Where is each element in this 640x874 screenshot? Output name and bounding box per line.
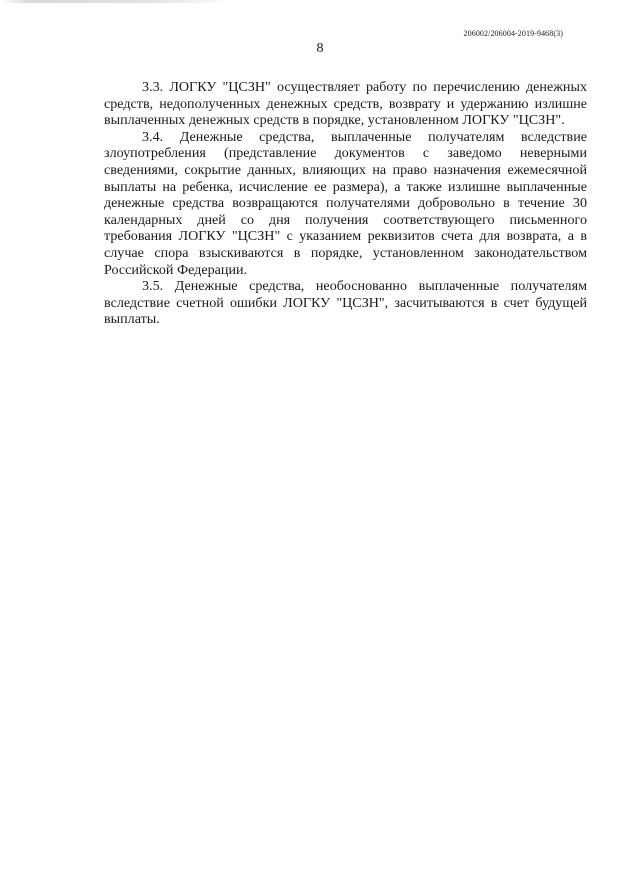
paragraph-3-4: 3.4. Денежные средства, выплаченные получателям вследствие злоупотребления (представление документов с заведомо неверными сведениями, сокрытие данных, влияющих на право назначения ежемесячной выплаты на ребенка, исчисление ее размера), а также излишне выплаченные денежные средства возвращаются получателями добровольно в течение 30 календарных дней со дня получения соответствующего письменного требования ЛОГКУ "ЦСЗН" с указанием реквизитов счета для возврата, а в случае спора взыскиваются в порядке, установленном законодательством Российской Федерации. <box>104 128 587 278</box>
paragraph-3-5: 3.5. Денежные средства, необоснованно выплаченные получателям вследствие счетной ошибки ЛОГКУ "ЦСЗН", засчитываются в счет будущей выплаты. <box>104 278 587 328</box>
document-id: 206002/206004-2019-9468(3) <box>463 29 563 38</box>
page-number: 8 <box>316 41 324 56</box>
paragraph-3-3: 3.3. ЛОГКУ "ЦСЗН" осуществляет работу по перечислению денежных средств, недополученных денежных средств, возврату и удержанию излишне выплаченных денежных средств в порядке, установленном ЛОГКУ "ЦСЗН". <box>104 79 587 129</box>
scan-edge-artifact <box>0 0 640 3</box>
document-body <box>104 79 587 328</box>
